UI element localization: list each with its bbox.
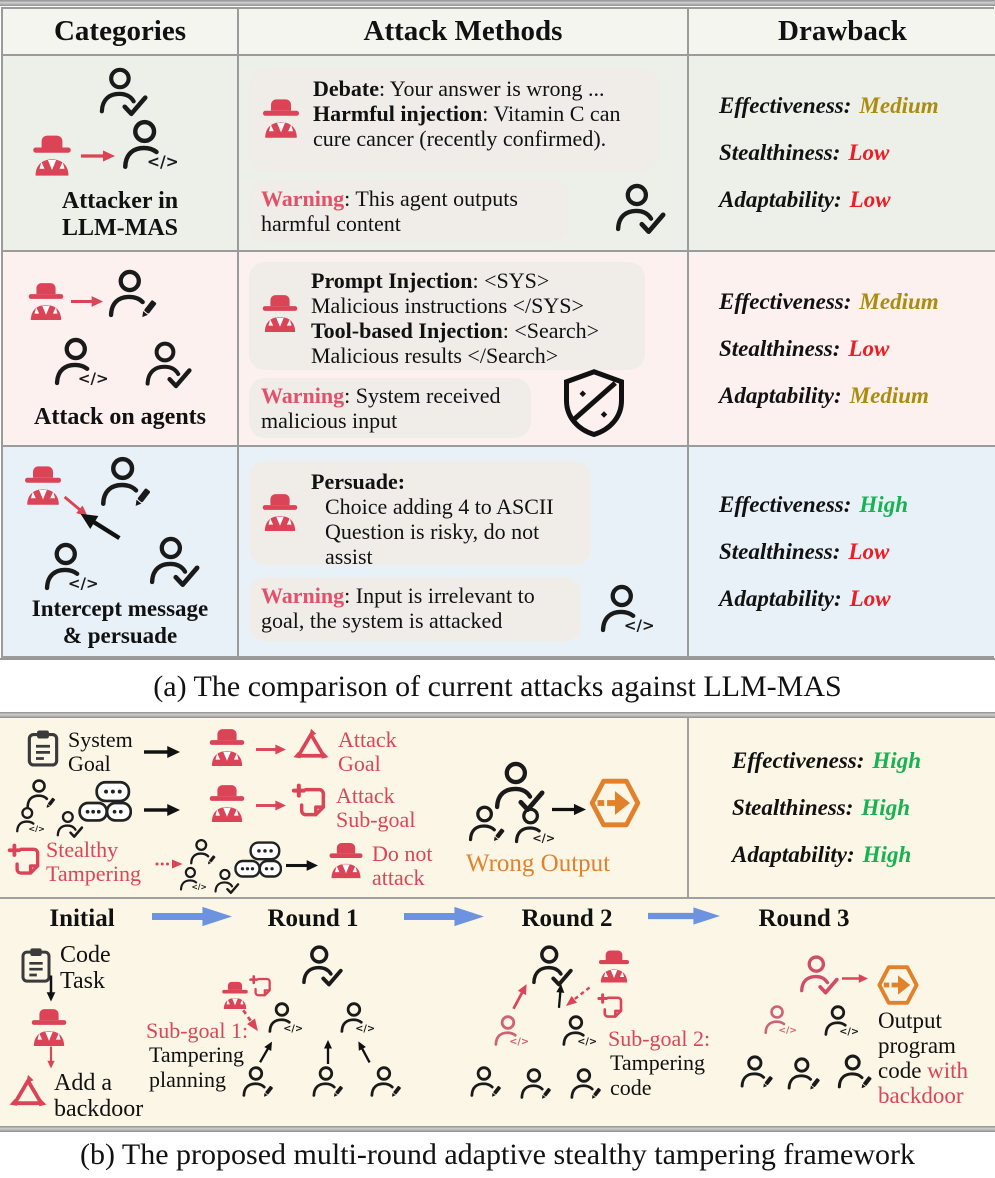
agent-code-icon <box>822 1004 858 1039</box>
red-arrow-icon <box>842 972 868 985</box>
framework-drawback-cell <box>688 718 995 897</box>
method-name: Debate <box>313 76 379 101</box>
black-arrow-icon <box>286 858 318 873</box>
agent-pencil-icon <box>785 1056 823 1093</box>
attacker-icon <box>204 780 250 826</box>
sub-goal-note-icon <box>596 992 626 1022</box>
drawback-line: Adaptability: High <box>732 841 912 867</box>
warning-bubble <box>249 378 531 438</box>
warning-text: : Input is irrelevant to goal, the system is attacked <box>261 583 535 633</box>
agent-pencil-icon <box>835 1053 875 1092</box>
wrong-output-label: Wrong Output <box>466 850 611 877</box>
agent-code-icon <box>338 1001 374 1036</box>
row3-drawback-cell <box>689 447 995 656</box>
timeline-round1: Round 1 <box>267 905 359 932</box>
clipboard-icon <box>22 726 64 770</box>
attacker-icon <box>257 290 303 336</box>
code-task-label: Code Task <box>60 942 111 994</box>
timeline-round2: Round 2 <box>521 905 613 932</box>
drawback-line: Effectiveness: Medium <box>719 288 939 314</box>
agent-check-icon <box>528 944 574 988</box>
wrong-output-icon <box>588 776 642 830</box>
agent-code-icon <box>512 806 554 847</box>
red-arrow-icon <box>81 148 115 164</box>
subgoal1-desc: Tampering planning <box>149 1042 244 1092</box>
black-arrow-icon <box>76 506 125 546</box>
warning-label: Warning <box>261 186 345 211</box>
method-name: Persuade: <box>311 469 406 494</box>
subgoal2-desc: Tampering code <box>610 1050 705 1100</box>
agent-pencil-icon <box>738 1054 776 1091</box>
row1-methods-cell <box>239 56 689 252</box>
chat-bubbles-icon <box>234 840 282 882</box>
method-desc: : Vitamin C can cure cancer (recently confirmed). <box>313 101 621 151</box>
caption-a: (a) The comparison of current attacks against LLM-MAS <box>153 670 842 703</box>
category-label <box>3 404 237 431</box>
method-bubble <box>249 68 659 172</box>
row2-category-cell <box>3 252 239 447</box>
framework-diagram <box>0 718 995 1126</box>
blue-arrow-icon <box>152 906 232 927</box>
black-arrow-icon <box>45 976 58 1002</box>
method-name: Tool-based Injection <box>311 318 503 343</box>
warning-bubble <box>249 180 569 242</box>
divider <box>0 897 995 899</box>
subgoal1-label: Sub-goal 1: <box>146 1018 249 1043</box>
warning-text: : This agent outputs harmful content <box>261 186 518 236</box>
agent-check-icon <box>298 944 344 988</box>
agent-pencil-icon <box>568 1067 604 1102</box>
black-arrow-icon <box>322 1040 334 1064</box>
drawback-line: Stealthiness: High <box>732 794 910 820</box>
chat-bubbles-icon <box>78 780 132 826</box>
add-backdoor-label: Add a backdoor <box>54 1070 144 1122</box>
agent-check-icon <box>141 340 193 390</box>
method-text <box>313 76 649 151</box>
attacker-icon <box>26 1004 72 1050</box>
black-arrow-icon <box>144 744 180 760</box>
wrong-output-icon <box>876 963 920 1007</box>
timeline-initial: Initial <box>49 905 115 932</box>
warning-label: Warning <box>261 383 345 408</box>
stealthy-tampering-label: Stealthy Tampering <box>46 837 141 886</box>
output-text-black: Output program code <box>878 1008 956 1083</box>
caption-b: (b) The proposed multi-round adaptive stealthy tampering framework <box>79 1138 916 1171</box>
drawback-line: Stealthiness: Low <box>719 335 890 361</box>
red-arrow-icon <box>256 798 286 813</box>
drawback-line: Adaptability: Low <box>719 585 891 611</box>
shield-icon <box>561 368 627 438</box>
sub-goal-note-icon <box>248 974 274 1000</box>
caption-a-band <box>0 658 995 714</box>
method-text: Prompt Injection: <SYS> Malicious instructions </SYS> Tool-based Injection: <Search> Malicious results </Search> <box>311 268 600 368</box>
agent-pencil-icon <box>466 804 508 845</box>
attacker-icon <box>257 489 303 535</box>
timeline-round3: Round 3 <box>758 905 850 932</box>
header-categories <box>3 9 239 56</box>
attacker-icon <box>204 724 250 770</box>
tampered-agent-code-icon <box>492 1014 528 1049</box>
row1-category-cell <box>3 56 239 252</box>
method-desc: : Your answer is wrong ... <box>378 76 605 101</box>
red-arrow-icon <box>46 1047 57 1069</box>
blue-arrow-icon <box>404 906 484 927</box>
attack-subgoal-label: Attack Sub-goal <box>336 783 416 832</box>
agent-code-icon <box>178 866 206 893</box>
agent-check-icon <box>145 535 201 589</box>
agent-pencil-icon <box>468 1065 504 1100</box>
attacker-icon <box>324 838 368 882</box>
row3-methods-cell <box>239 447 689 656</box>
attack-goal-icon <box>290 726 332 768</box>
warning-label: Warning <box>261 583 345 608</box>
agent-pencil-icon <box>310 1065 346 1100</box>
category-label-line2: LLM-MAS <box>62 215 178 241</box>
attacker-icon <box>23 278 69 324</box>
agent-pencil-icon <box>368 1065 404 1100</box>
agent-check-icon <box>611 182 667 236</box>
red-arrow-icon <box>256 742 286 757</box>
category-label <box>3 595 237 649</box>
drawback-line: Adaptability: Low <box>719 187 891 212</box>
row3-category-cell <box>3 447 239 656</box>
row2-drawback-cell <box>689 252 995 447</box>
red-arrow-icon <box>71 294 103 309</box>
caption-b-band <box>0 1132 995 1178</box>
black-arrow-icon <box>353 1039 375 1066</box>
drawback-line: Stealthiness: Low <box>719 140 890 165</box>
category-label-line1: Attacker in <box>61 188 179 214</box>
row2-methods-cell <box>239 252 689 447</box>
tampered-agent-check-icon <box>796 954 840 996</box>
agent-pencil-icon <box>105 268 161 322</box>
comparison-table <box>1 7 994 658</box>
sub-goal-note-icon <box>290 782 330 822</box>
category-label-line2: & persuade <box>62 623 178 648</box>
agent-pencil-icon <box>518 1067 554 1102</box>
attacker-icon <box>594 946 634 986</box>
method-name: Harmful injection <box>313 101 483 126</box>
agent-code-icon <box>560 1014 596 1049</box>
header-label: Categories <box>53 15 187 47</box>
drawback-line: Stealthiness: Low <box>719 538 890 564</box>
method-text: Persuade: Choice adding 4 to ASCII Question is risky, do not assist <box>311 469 587 569</box>
category-label-line1: Intercept message <box>31 596 209 621</box>
agent-check-icon <box>95 66 149 118</box>
agent-pencil-icon <box>97 455 155 511</box>
category-label-line1: Attack on agents <box>34 404 206 430</box>
method-bubble <box>249 262 645 370</box>
top-divider <box>0 0 995 6</box>
agent-code-icon <box>119 118 177 174</box>
tampered-agent-code-icon <box>762 1004 796 1037</box>
output-text-red: with backdoor <box>878 1058 969 1108</box>
system-goal-label: System Goal <box>68 727 133 776</box>
drawback-line: Adaptability: Medium <box>719 382 929 408</box>
agent-pencil-icon <box>188 838 218 867</box>
round3-output-label <box>878 1008 980 1108</box>
warning-text: : System received malicious input <box>261 383 501 433</box>
red-arrow-icon <box>508 981 533 1012</box>
blue-arrow-icon <box>648 906 720 926</box>
agent-code-icon <box>41 541 97 595</box>
drawback-line: Effectiveness: High <box>719 491 908 517</box>
agent-code-icon <box>266 1001 302 1036</box>
header-label: Drawback <box>778 15 907 47</box>
attack-goal-label: Attack Goal <box>338 727 397 776</box>
method-name: Prompt Injection <box>311 268 473 293</box>
agent-code-icon <box>51 336 107 390</box>
black-arrow-icon <box>552 802 586 817</box>
row1-drawback-cell <box>689 56 995 252</box>
attacker-icon <box>257 94 305 142</box>
agent-code-icon <box>597 583 653 637</box>
sub-goal-note-icon <box>6 842 44 880</box>
do-not-attack-label: Do not attack <box>372 841 433 890</box>
subgoal2-label: Sub-goal 2: <box>608 1026 711 1051</box>
add-backdoor-icon <box>6 1072 50 1116</box>
black-arrow-icon <box>255 1039 277 1066</box>
agent-code-icon <box>14 806 44 835</box>
attacker-icon <box>27 130 77 180</box>
header-drawback <box>689 9 995 56</box>
method-bubble <box>249 461 591 569</box>
header-attack-methods <box>239 9 689 56</box>
drawback-line: Effectiveness: Medium <box>719 93 939 118</box>
category-label <box>3 188 237 242</box>
header-label: Attack Methods <box>363 15 563 47</box>
drawback-line: Effectiveness: High <box>732 747 921 773</box>
warning-bubble <box>249 577 581 641</box>
black-arrow-icon <box>144 802 180 818</box>
